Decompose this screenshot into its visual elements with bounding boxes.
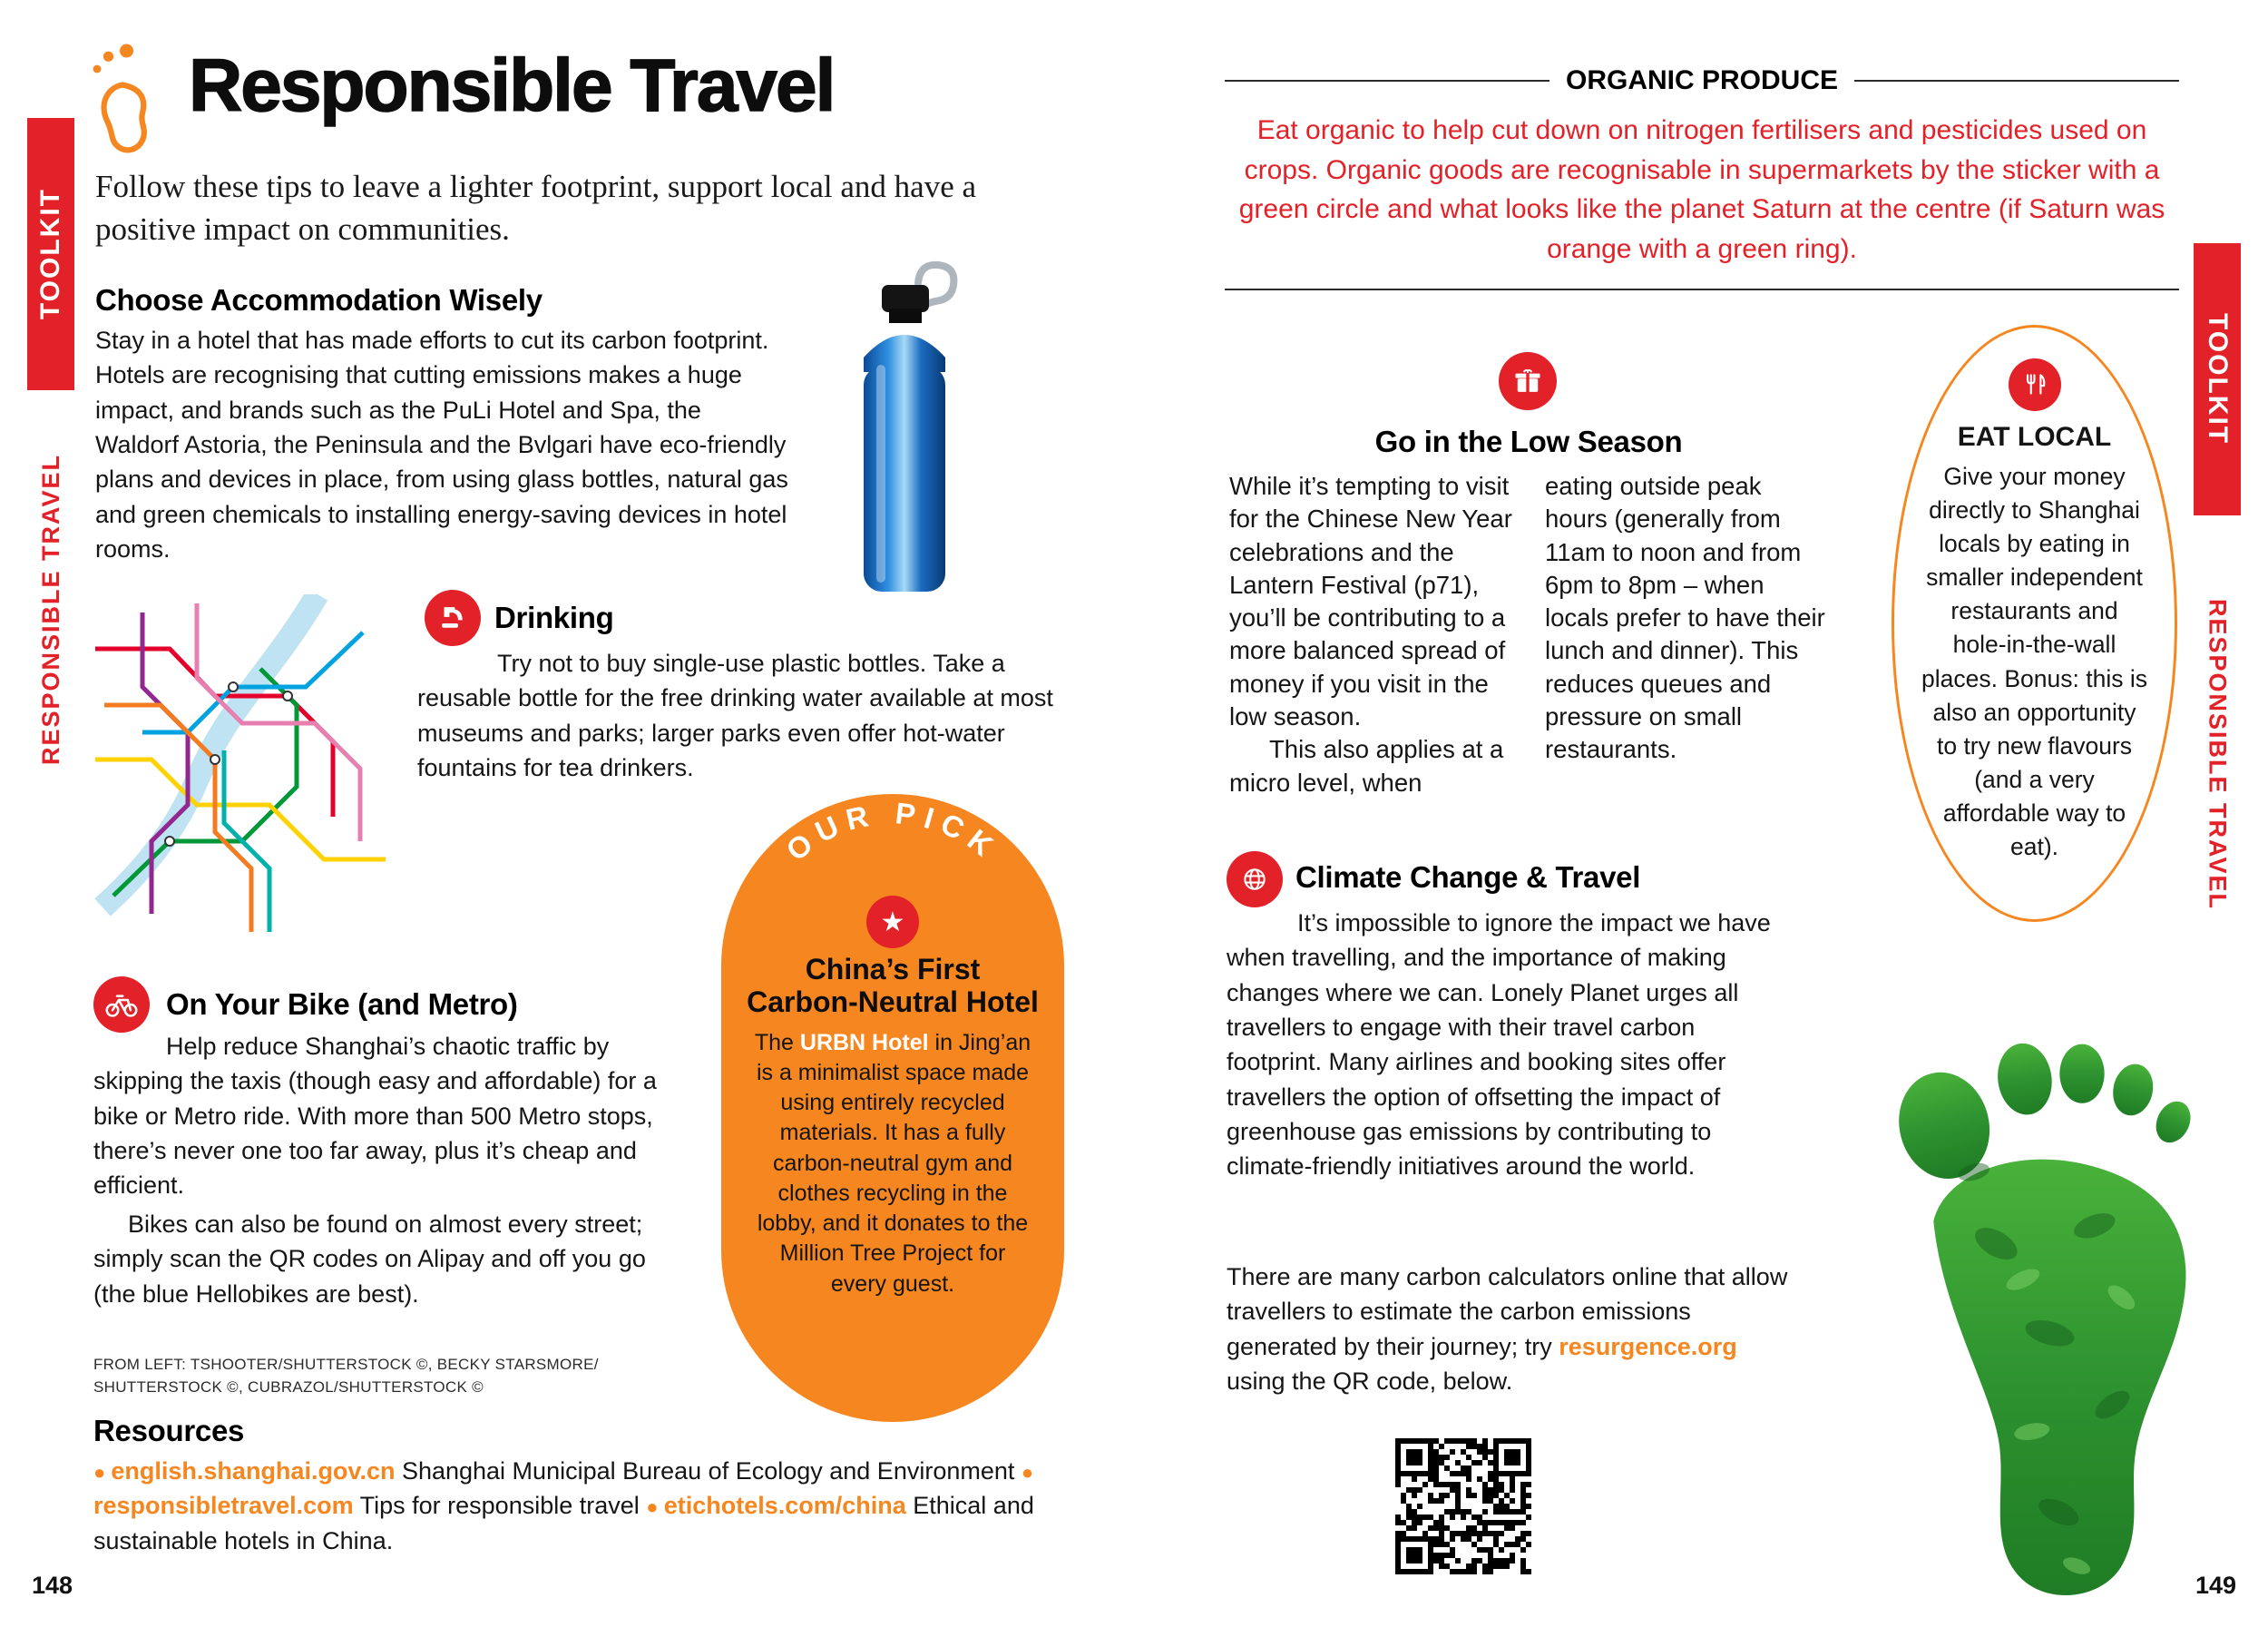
- our-pick-card: [721, 794, 1064, 1422]
- climate-body-2: [1227, 1260, 1796, 1398]
- water-bottle-image: [816, 256, 993, 599]
- bike-body-1: Help reduce Shanghai’s chaotic traffic by skipping the taxis (though easy and affordable) for a bike or Metro ride. With more than 500 Metro stops, there’s never one too far away, plus it’s cheap and efficient.: [93, 1033, 657, 1200]
- resource-link-3[interactable]: etichotels.com/china: [663, 1492, 906, 1520]
- drinking-body: Try not to buy single-use plastic bottles. Take a reusable bottle for the free drinking water available at most museums and parks; larger parks even offer hot-water fountains for tea drinkers.: [417, 650, 1053, 781]
- organic-produce-label: ORGANIC PRODUCE: [1566, 65, 1839, 95]
- our-pick-body-pre: The: [754, 1029, 800, 1055]
- eat-local-body: Give your money directly to Shanghai locals by eating in smaller independent restaurants and hole-in-the-wall places. Bonus: this is also an opportunity to try new flavours (and a very affordable way to eat).: [1921, 463, 2147, 861]
- low-season-col-1: [1229, 470, 1514, 799]
- our-pick-body: [752, 1028, 1033, 1299]
- resources-list: [93, 1454, 1073, 1558]
- photo-credits: FROM LEFT: TSHOOTER/SHUTTERSTOCK ©, BECKY STARSMORE/ SHUTTERSTOCK ©, CUBRAZOL/SHUTTERSTOCK ©: [93, 1356, 599, 1396]
- bullet-icon: ●: [646, 1495, 664, 1519]
- footprint-logo-icon: [83, 42, 179, 155]
- left-section-tab: [27, 410, 74, 809]
- left-section-label: RESPONSIBLE TRAVEL: [36, 454, 64, 766]
- climate-heading: Climate Change & Travel: [1295, 860, 1641, 894]
- bullet-icon: ●: [1021, 1461, 1034, 1484]
- page-number-right: 149: [2195, 1572, 2237, 1599]
- climate-body-1: It’s impossible to ignore the impact we have when travelling, and the importance of making changes where we can. Lonely Planet urges all travellers to engage with their travel carbon footprint. Many airlines and booking sites offer travellers the option of offsetting the impact of greenhouse gas emissions by contributing to climate-friendly initiatives around the world.: [1227, 909, 1771, 1181]
- low-season-col1-text: While it’s tempting to visit for the Chinese New Year celebrations and the Lantern Festival (p71), you’ll be contributing to a more balanced spread of money if you visit in the low season.: [1229, 472, 1512, 731]
- utensils-icon: [2009, 358, 2061, 411]
- resource-link-2[interactable]: responsibletravel.com: [93, 1492, 354, 1520]
- climate-body2-pre: There are many carbon calculators online that allow travellers to estimate the carbon emissions generated by their journey; try: [1227, 1263, 1788, 1360]
- resource-text-2: Tips for responsible travel: [353, 1492, 647, 1520]
- right-toolkit-tab: [2194, 243, 2241, 515]
- our-pick-heading: China’s First Carbon-Neutral Hotel: [747, 953, 1039, 1018]
- accommodation-heading: Choose Accommodation Wisely: [95, 283, 543, 317]
- organic-produce-heading: [1225, 65, 2179, 96]
- bullet-icon: ●: [93, 1461, 112, 1484]
- our-pick-body-post: in Jing’an is a minimalist space made using entirely recycled materials. It has a fully carbon-neutral gym and clothes recycling in the lobby, and it donates to the Million Tree Project for every guest.: [756, 1029, 1031, 1297]
- low-season-col1-cont: This also applies at a micro level, when: [1229, 735, 1504, 797]
- right-toolkit-label: TOOLKIT: [2203, 313, 2233, 446]
- eat-local-card: [1892, 325, 2177, 922]
- right-section-label: RESPONSIBLE TRAVEL: [2204, 599, 2232, 911]
- low-season-col-2: [1545, 470, 1830, 799]
- left-toolkit-tab: [27, 118, 74, 390]
- metro-map-image: [86, 594, 390, 944]
- organic-produce-body: Eat organic to help cut down on nitrogen fertilisers and pesticides used on crops. Organic goods are recognisable in supermarkets by the sticker with a green circle and what looks like the planet Saturn at the centre (if Saturn was orange with a green ring).: [1238, 115, 2165, 264]
- drinking-fountain-icon: [425, 590, 481, 646]
- bike-body-2: Bikes can also be found on almost every street; simply scan the QR codes on Alipay and off you go (the blue Hellobikes are best).: [93, 1211, 646, 1308]
- our-pick-ribbon: [743, 801, 1042, 896]
- right-section-tab: [2194, 537, 2241, 973]
- resource-link-1[interactable]: english.shanghai.gov.cn: [111, 1457, 396, 1485]
- eat-local-heading: EAT LOCAL: [1957, 422, 2112, 452]
- drinking-heading: Drinking: [494, 601, 614, 634]
- star-icon: ★: [866, 896, 919, 948]
- page-title: Responsible Travel: [189, 44, 835, 127]
- svg-text:OUR PICK: OUR PICK: [779, 801, 1006, 868]
- accommodation-body: Stay in a hotel that has made efforts to cut its carbon footprint. Hotels are recognising that cutting emissions makes a huge impact, and brands such as the PuLi Hotel and Spa, the Waldorf Astoria, the Peninsula and the Bvlgari have eco-friendly plans and devices in place, from using glass bottles, natural gas and green chemicals to installing energy-saving devices in hotel rooms.: [95, 327, 788, 563]
- resource-text-1: Shanghai Municipal Bureau of Ecology and Environment: [395, 1457, 1022, 1485]
- resource-text-3: Ethical and sustainable hotels in China.: [93, 1492, 1034, 1554]
- bicycle-icon: [93, 976, 150, 1033]
- globe-icon: [1227, 851, 1283, 907]
- divider-rule: [1225, 289, 2179, 290]
- left-toolkit-label: TOOLKIT: [35, 188, 65, 320]
- low-season-col2-text: eating outside peak hours (generally from 11am to noon and from 6pm to 8pm – when locals prefer to have their lunch and dinner). This reduces queues and pressure on small restaurants.: [1545, 472, 1825, 764]
- low-season-columns: [1229, 470, 1830, 799]
- gift-icon: [1499, 352, 1557, 410]
- bike-heading: On Your Bike (and Metro): [166, 987, 518, 1021]
- green-footprint-image: [1889, 1009, 2211, 1612]
- intro-text: Follow these tips to leave a lighter footprint, support local and have a positive impact on communities.: [95, 169, 977, 248]
- resurgence-link[interactable]: resurgence.org: [1559, 1332, 1737, 1360]
- resources-heading: Resources: [93, 1414, 245, 1447]
- urbn-hotel-link[interactable]: URBN Hotel: [799, 1029, 929, 1055]
- climate-body2-post: using the QR code, below.: [1227, 1367, 1513, 1395]
- low-season-heading: Go in the Low Season: [1374, 425, 1683, 458]
- page-number-left: 148: [32, 1572, 73, 1599]
- qr-code-image: [1393, 1436, 1534, 1577]
